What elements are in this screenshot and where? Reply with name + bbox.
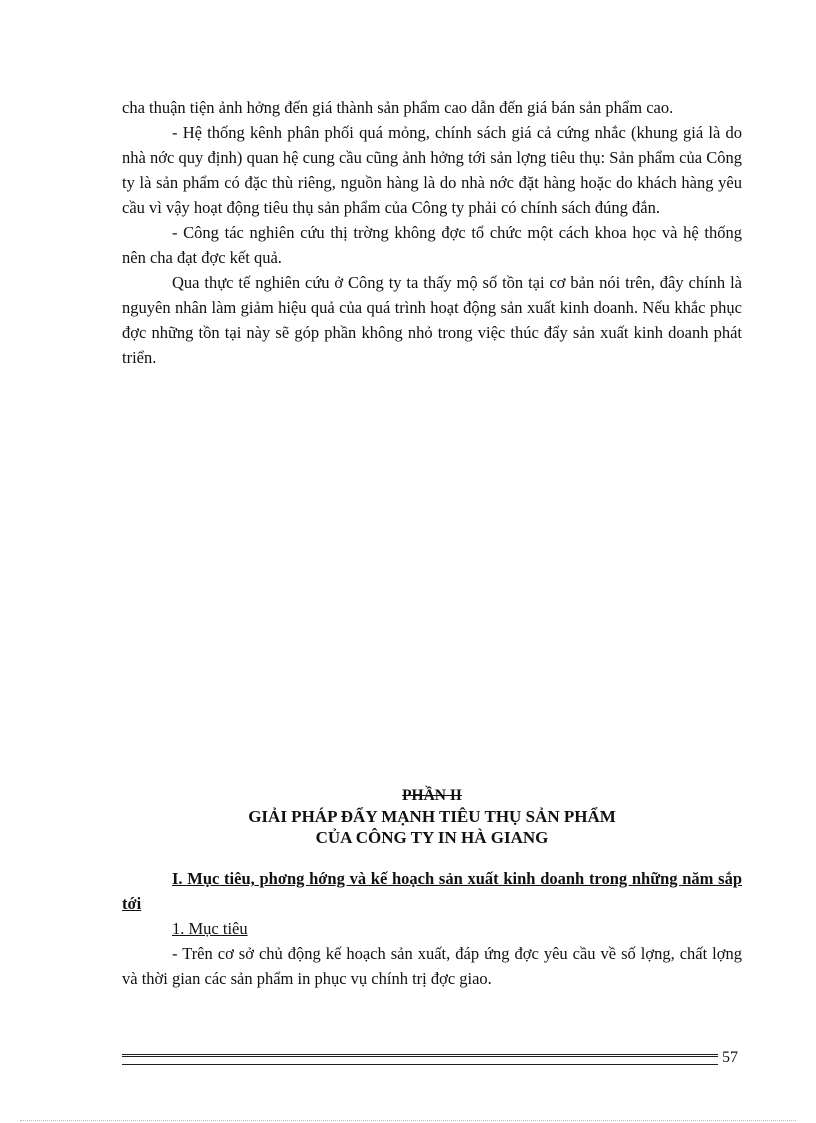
section-title: I. Mục tiêu, phơng hớng và kế hoạch sản xuất kinh doanh trong những năm sắp tới xyxy=(122,869,742,913)
paragraph-1: cha thuận tiện ảnh hởng đến giá thành sản phẩm cao dẫn đến giá bán sản phẩm cao. xyxy=(122,98,674,117)
subsection-title: 1. Mục tiêu xyxy=(172,919,248,938)
section xyxy=(122,866,742,991)
part-title-line-2: CỦA CÔNG TY IN HÀ GIANG xyxy=(315,828,549,847)
paragraph-4: Qua thực tế nghiên cứu ở Công ty ta thấy mộ số tồn tại cơ bản nói trên, đây chính là nguyên nhân làm giảm hiệu quả của quá trình hoạt động sản xuất kinh doanh. Nếu khắc phục đợc những tồn tại này sẽ góp phần không nhỏ trong việc thúc đẩy sản xuất kinh doanh phát triển. xyxy=(122,273,742,367)
part-title-line-1: GIẢI PHÁP ĐẨY MẠNH TIÊU THỤ SẢN PHẨM xyxy=(248,807,616,826)
paragraph-2: - Hệ thống kênh phân phối quá mỏng, chính sách giá cả cứng nhắc (khung giá là do nhà nớc quy định) quan hệ cung cầu cũng ảnh hởng tới sản lợng tiêu thụ: Sản phẩm của Công ty là sản phẩm có đặc thù riêng, nguồn hàng là do nhà nớc đặt hàng hoặc do khách hàng yêu cầu vì vậy hoạt động tiêu thụ sản phẩm của Công ty phải có chính sách đúng đắn. xyxy=(122,123,742,217)
footer-rule xyxy=(122,1054,718,1065)
section-paragraph: - Trên cơ sở chủ động kế hoạch sản xuất, đáp ứng đợc yêu cầu về số lợng, chất lợng và thời gian các sản phẩm in phục vụ chính trị đợc giao. xyxy=(122,944,742,988)
page-bottom-border xyxy=(20,1120,796,1121)
paragraph-3: - Công tác nghiên cứu thị trờng không đợc tổ chức một cách khoa học và hệ thống nên cha đạt đợc kết quả. xyxy=(122,223,742,267)
part-title xyxy=(122,806,742,848)
page-number: 57 xyxy=(722,1049,738,1066)
part-label: PHẦN II xyxy=(402,787,462,804)
body-text xyxy=(122,95,742,370)
